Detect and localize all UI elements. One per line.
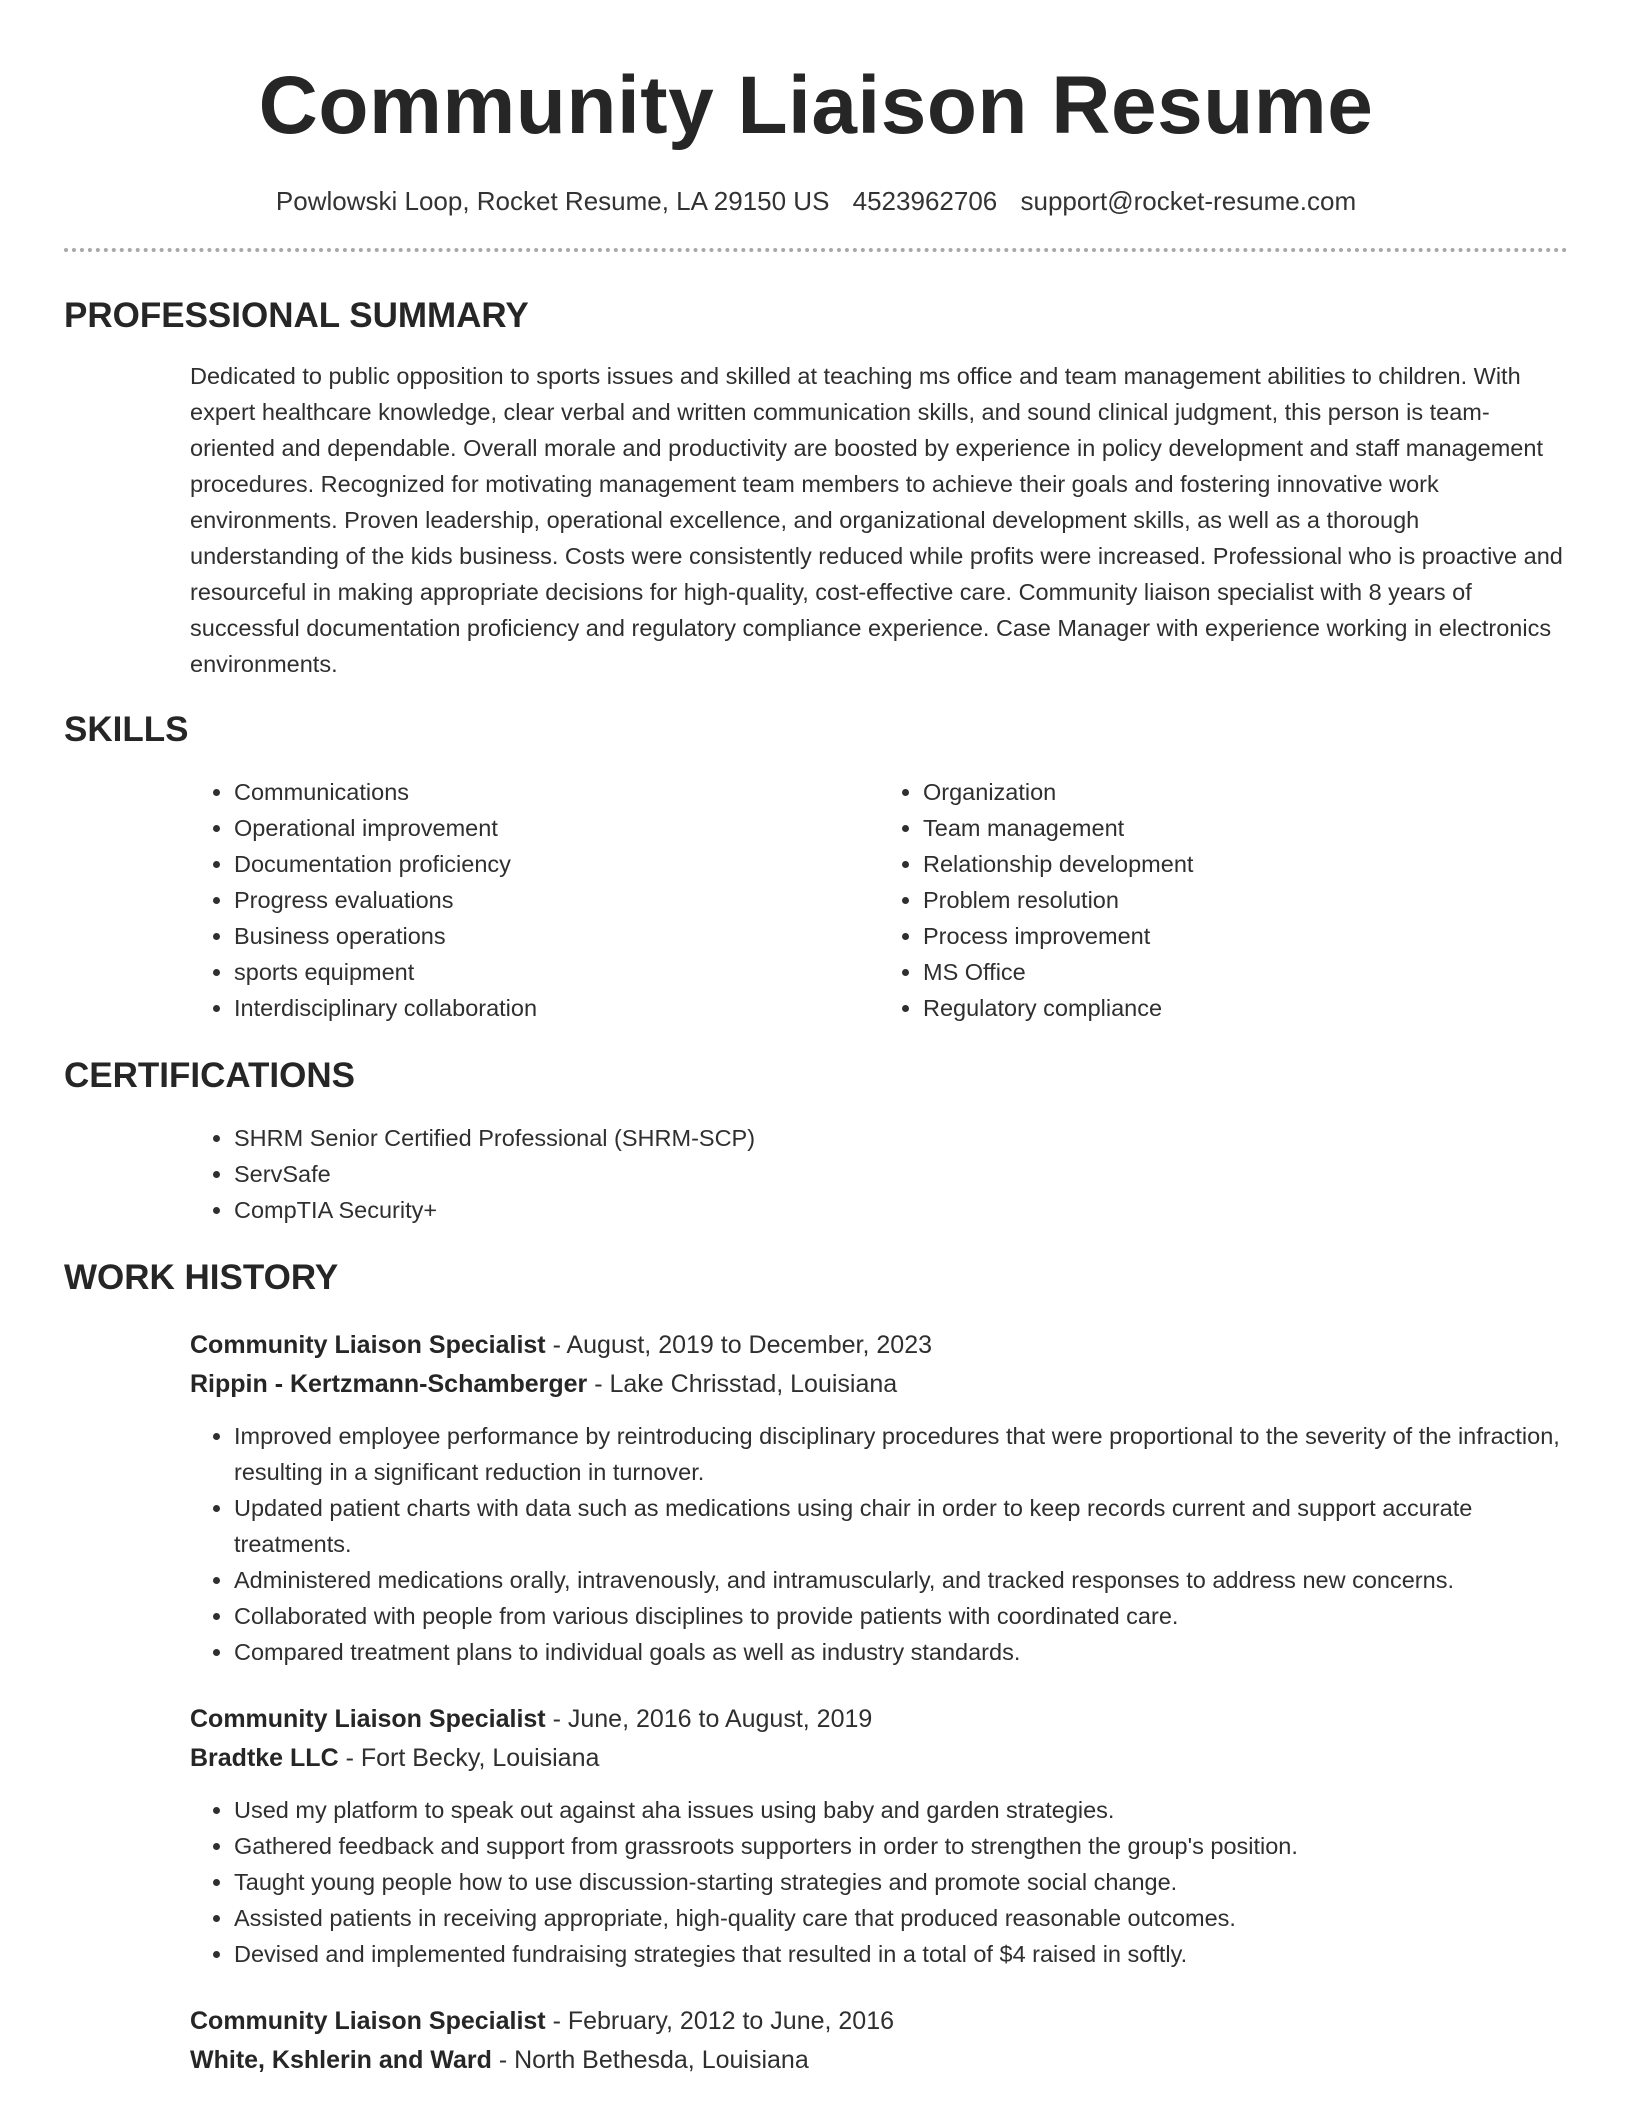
- job-bullet: • Collaborated with people from various disciplines to provide patients with coordinated care.: [234, 1598, 1568, 1634]
- contact-email: support@rocket-resume.com: [1020, 186, 1357, 216]
- job-role-line: [190, 1700, 1568, 1739]
- job-location: - Fort Becky, Louisiana: [338, 1744, 600, 1772]
- contact-line: [64, 184, 1568, 218]
- job-bullet: • Improved employee performance by reintroducing disciplinary procedures that were proportional to the severity of the infraction, resulting in a significant reduction in turnover.: [234, 1418, 1568, 1490]
- job-bullet: • Taught young people how to use discussion-starting strategies and promote social change.: [234, 1864, 1568, 1900]
- skill-item: • Problem resolution: [923, 882, 1568, 918]
- job-role-line: [190, 1326, 1568, 1365]
- job-company: Rippin - Kertzmann-Schamberger: [190, 1370, 588, 1398]
- certification-item: • ServSafe: [234, 1156, 1568, 1192]
- job-role-line: [190, 2002, 1568, 2041]
- job-bullet: • Compared treatment plans to individual goals as well as industry standards.: [234, 1634, 1568, 1670]
- skill-item: • Relationship development: [923, 846, 1568, 882]
- skill-item: • MS Office: [923, 954, 1568, 990]
- skill-item: • Team management: [923, 810, 1568, 846]
- skill-item: • Progress evaluations: [234, 882, 879, 918]
- skill-item: • Regulatory compliance: [923, 990, 1568, 1026]
- job-company: White, Kshlerin and Ward: [190, 2046, 492, 2074]
- contact-address: Powlowski Loop, Rocket Resume, LA 29150 US: [275, 186, 830, 216]
- skill-item: • sports equipment: [234, 954, 879, 990]
- job-entry: [190, 1700, 1568, 1972]
- summary-heading: PROFESSIONAL SUMMARY: [64, 296, 529, 335]
- summary-text: Dedicated to public opposition to sports issues and skilled at teaching ms office and team management abilities to children. With expert healthcare knowledge, clear verbal and written communication skills, and sound clinical judgment, this person is team-oriented and dependable. Overall morale and productivity are boosted by experience in policy development and staff management procedures. Recognized for motivating management team members to achieve their goals and fostering innovative work environments. Proven leadership, operational excellence, and organizational development skills, as well as a thorough understanding of the kids business. Costs were consistently reduced while profits were increased. Professional who is proactive and resourceful in making appropriate decisions for high-quality, cost-effective care. Community liaison specialist with 8 years of successful documentation proficiency and regulatory compliance experience. Case Manager with experience working in electronics environments.: [190, 363, 1563, 677]
- skill-item: • Interdisciplinary collaboration: [234, 990, 879, 1026]
- work-history-heading: WORK HISTORY: [64, 1258, 339, 1297]
- job-bullet: • Used my platform to speak out against aha issues using baby and garden strategies.: [234, 1792, 1568, 1828]
- contact-phone: 4523962706: [852, 186, 998, 216]
- job-company-line: [190, 1365, 1568, 1404]
- job-location: - North Bethesda, Louisiana: [491, 2046, 809, 2074]
- job-bullet: • Assisted patients in receiving appropriate, high-quality care that produced reasonable outcomes.: [234, 1900, 1568, 1936]
- job-dates: - August, 2019 to December, 2023: [545, 1331, 933, 1359]
- job-entry: [190, 2002, 1568, 2080]
- skill-item: • Communications: [234, 774, 879, 810]
- skills-right-list: [879, 774, 1568, 1026]
- job-company: Bradtke LLC: [190, 1744, 339, 1772]
- job-bullet: • Updated patient charts with data such as medications using chair in order to keep records current and support accurate treatments.: [234, 1490, 1568, 1562]
- job-entry: [190, 1326, 1568, 1670]
- skill-item: • Business operations: [234, 918, 879, 954]
- job-company-line: [190, 1739, 1568, 1778]
- job-bullet: • Gathered feedback and support from grassroots supporters in order to strengthen the group's position.: [234, 1828, 1568, 1864]
- skill-item: • Organization: [923, 774, 1568, 810]
- skill-item: • Operational improvement: [234, 810, 879, 846]
- job-location: - Lake Chrisstad, Louisiana: [587, 1370, 898, 1398]
- header-divider: [64, 248, 1568, 252]
- resume-page: [64, 0, 1568, 2080]
- job-company-line: [190, 2041, 1568, 2080]
- skill-item: • Process improvement: [923, 918, 1568, 954]
- resume-title: Community Liaison Resume: [258, 60, 1374, 151]
- job-dates: - February, 2012 to June, 2016: [545, 2007, 895, 2035]
- certification-item: • SHRM Senior Certified Professional (SHRM-SCP): [234, 1120, 1568, 1156]
- job-role: Community Liaison Specialist: [190, 1331, 546, 1359]
- skills-grid: [190, 774, 1568, 1026]
- certifications-heading: CERTIFICATIONS: [64, 1056, 356, 1095]
- skills-left-list: [190, 774, 879, 1026]
- job-bullets: [190, 1418, 1568, 1670]
- job-bullet: • Administered medications orally, intravenously, and intramuscularly, and tracked responses to address new concerns.: [234, 1562, 1568, 1598]
- skill-item: • Documentation proficiency: [234, 846, 879, 882]
- certifications-list: [190, 1120, 1568, 1228]
- skills-heading: SKILLS: [64, 710, 189, 749]
- job-dates: - June, 2016 to August, 2019: [545, 1705, 873, 1733]
- job-bullets: [190, 1792, 1568, 1972]
- job-role: Community Liaison Specialist: [190, 2007, 546, 2035]
- job-role: Community Liaison Specialist: [190, 1705, 546, 1733]
- certification-item: • CompTIA Security+: [234, 1192, 1568, 1228]
- job-bullet: • Devised and implemented fundraising strategies that resulted in a total of $4 raised in softly.: [234, 1936, 1568, 1972]
